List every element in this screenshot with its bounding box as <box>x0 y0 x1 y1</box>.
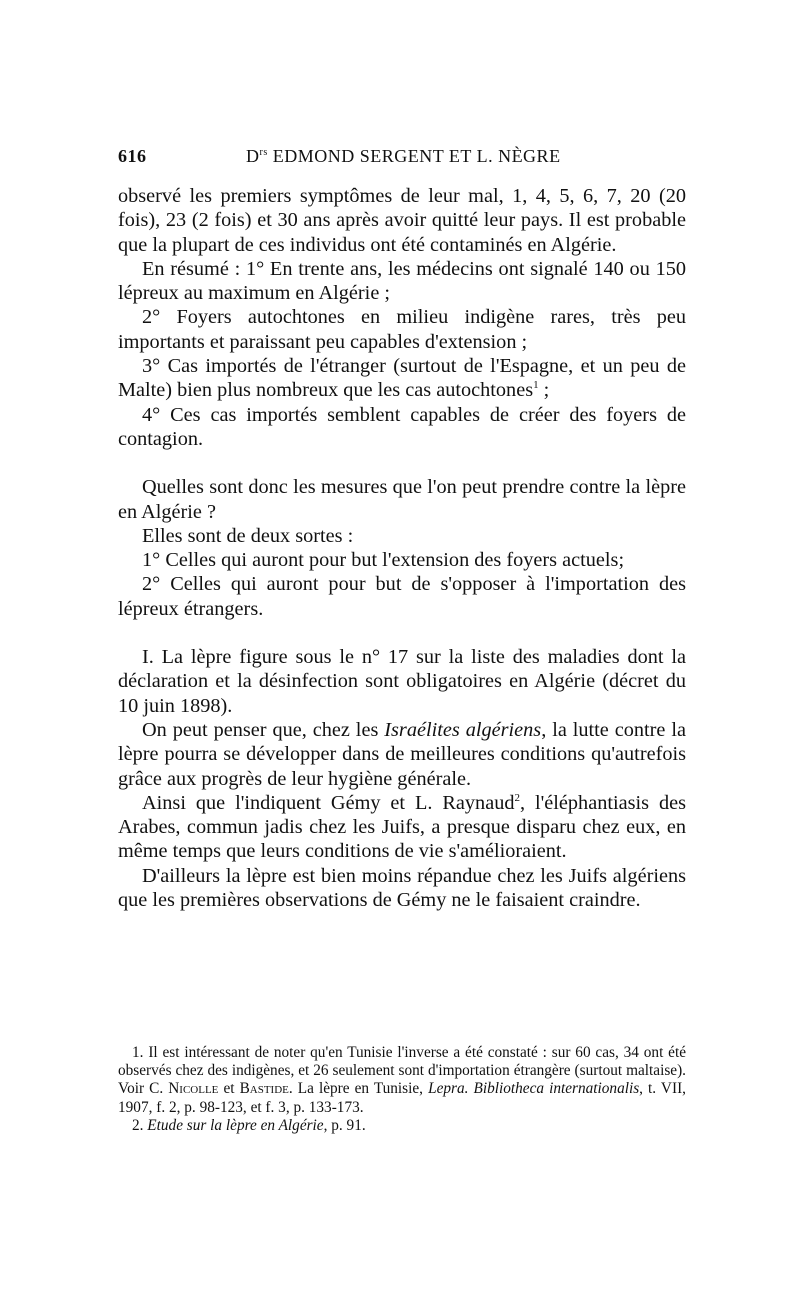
body-text <box>118 184 686 912</box>
paragraph: 1° Celles qui auront pour but l'extension des foyers actuels; <box>142 549 625 572</box>
footnote-ref: 2 <box>514 792 520 805</box>
running-head-authors: EDMOND SERGENT ET L. NÈGRE <box>267 146 561 166</box>
paragraph <box>118 354 686 403</box>
author-name: Bastide <box>239 1080 289 1098</box>
paragraph: En résumé : 1° En trente ans, les médecins ont signalé 140 ou 150 lépreux au maximum en Algérie ; <box>118 257 686 305</box>
footnote-text: 1. Il est intéressant de noter qu'en Tunisie l'inverse a été constaté : sur 60 cas, 34 ont été observés chez des indigènes, et 26 seulement sont d'importation étrangère (surtout maltaise). Voir C. <box>118 1044 686 1098</box>
footnote-ref: 1 <box>533 379 539 392</box>
footnote-text: . La lèpre en Tunisie, <box>288 1080 429 1098</box>
paragraph <box>118 791 686 864</box>
footnote-2 <box>118 1117 686 1135</box>
running-head-sup: rs <box>259 147 268 158</box>
footnote-text: , t. VII, 1907, f. 2, p. 98-123, et f. 3, p. 133-173. <box>118 1080 686 1116</box>
paragraph-text: , l'éléphantiasis des Arabes, commun jadis chez les Juifs, a presque disparu chez eux, en même temps que leurs conditions de vie s'amélioraient. <box>118 791 686 863</box>
paragraph: 4° Ces cas importés semblent capables de créer des foyers de contagion. <box>118 403 686 450</box>
footnote-text: , p. 91. <box>323 1116 366 1134</box>
paragraph <box>118 718 686 791</box>
work-title: Etude sur la lèpre en Algérie <box>147 1116 324 1134</box>
paragraph-end: ; <box>538 379 550 402</box>
paragraph: Quelles sont donc les mesures que l'on peut prendre contre la lèpre en Algérie ? <box>118 476 686 523</box>
footnote-text: et <box>218 1080 240 1098</box>
paragraph-text: , la lutte contre la lèpre pourra se développer dans de meilleures conditions qu'autrefois grâce aux progrès de leur hygiène générale. <box>118 718 686 790</box>
paragraph-text: 3° Cas importés de l'étranger (surtout de l'Espagne, et un peu de Malte) bien plus nombreux que les cas autochtones <box>118 355 686 402</box>
paragraph-text: Ainsi que l'indiquent Gémy et L. Raynaud <box>142 791 515 814</box>
paragraph: 2° Foyers autochtones en milieu indigène rares, très peu importants et paraissant peu capables d'extension ; <box>118 306 686 353</box>
paragraph: 2° Celles qui auront pour but de s'opposer à l'importation des lépreux étrangers. <box>118 573 686 620</box>
page-number: 616 <box>118 146 147 166</box>
paragraph-text: On peut penser que, chez les <box>142 718 385 741</box>
paragraph: observé les premiers symptômes de leur mal, 1, 4, 5, 6, 7, 20 (20 fois), 23 (2 fois) et 30 ans après avoir quitté leur pays. Il est probable que la plupart de ces individus ont été contaminés en Algérie. <box>118 185 686 256</box>
author-name: Nicolle <box>168 1080 219 1098</box>
running-head-prefix: D <box>246 146 260 166</box>
paragraph: I. La lèpre figure sous le n° 17 sur la liste des maladies dont la déclaration et la désinfection sont obligatoires en Algérie (décret du 10 juin 1898). <box>118 646 686 717</box>
footnote-1 <box>118 1044 686 1117</box>
footnotes <box>118 1044 686 1135</box>
paragraph: D'ailleurs la lèpre est bien moins répandue chez les Juifs algériens que les premières observations de Gémy ne le faisaient craindre. <box>118 864 686 912</box>
italic-term: Israélites algériens <box>384 718 542 741</box>
paragraph: Elles sont de deux sortes : <box>142 524 354 547</box>
journal-title: Lepra. Bibliotheca internationalis <box>428 1080 640 1098</box>
footnote-text: 2. <box>132 1116 148 1134</box>
running-head <box>246 146 561 167</box>
